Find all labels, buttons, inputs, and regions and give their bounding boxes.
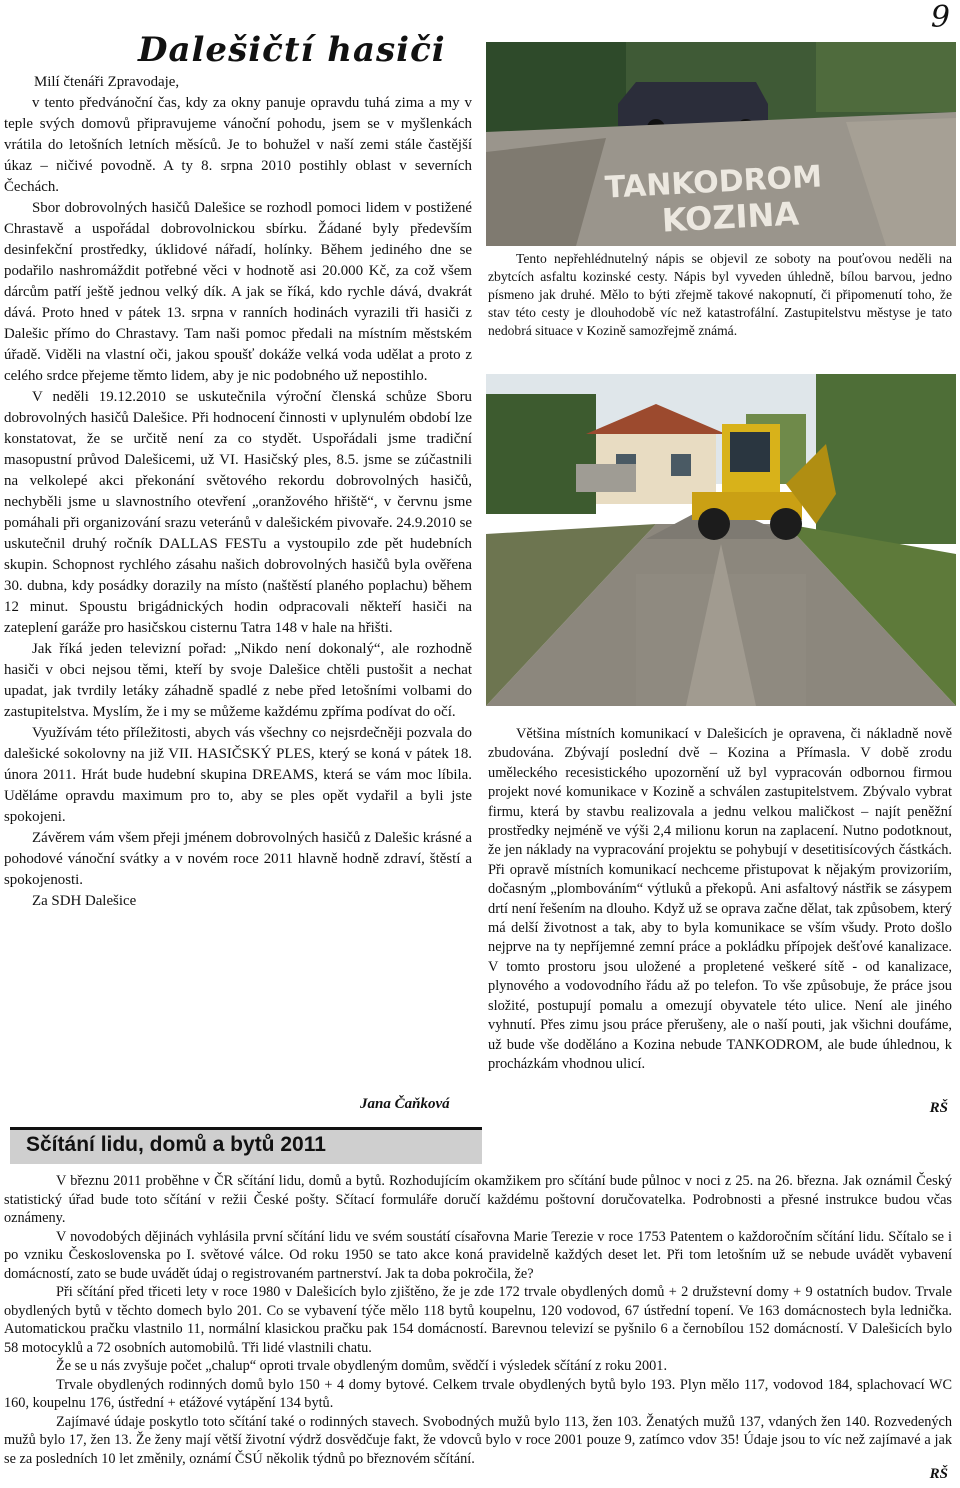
author-initials: RŠ <box>929 1466 948 1482</box>
page-number: 9 <box>930 0 950 35</box>
article-author: Jana Čaňková <box>360 1096 450 1112</box>
painted-text-line2: KOZINA <box>660 194 800 240</box>
article-signature: Za SDH Dalešice <box>32 893 137 909</box>
census-paragraph: Trvale obydlených rodinných domů bylo 150 + 4 domy bytové. Celkem trvale obydlených bytů bylo 193. Plyn mělo 117, vodovod 184, splachovací WC 160, koupelnu 176, ústřední + etážové vytápění 134 bytů. <box>4 1376 952 1411</box>
article-body <box>4 72 472 912</box>
salutation: Milí čtenáři Zpravodaje, <box>34 74 180 90</box>
section-heading: Sčítání lidu, domů a bytů 2011 <box>26 1133 326 1156</box>
photo-tankodrom-sign <box>486 42 956 246</box>
caption-text: Tento nepřehlédnutelný nápis se objevil ze soboty na pouťovou neděli na zbytcích asfaltu kozinské cesty. Nápis byl vyveden úhledně, bílou barvou, jedno písmeno jak druhé. Mělo to býti zřejmě takové nakopnutí, či připomenutí toho, že stav této cesty je dlouhodobě víc než katastrofální. Zastupitelstvu městyse je tato nedobrá situace v Kozině samozřejmě známá. <box>488 251 952 338</box>
article-title: Dalešičtí hasiči <box>138 30 446 70</box>
census-body <box>4 1172 952 1468</box>
article-paragraph: Využívám této příležitosti, abych vás všechny co nejsrdečněji pozvala do dalešické sokolovny na již VII. HASIČSKÝ PLES, který se koná v pátek 18. února 2011. Hrát bude hudební skupina DREAMS, která se vám moc líbila. Uděláme opravdu maximum pro to, aby se ples opět vydařil a byli jste spokojeni. <box>4 725 472 825</box>
census-paragraph: Při sčítání před třiceti lety v roce 1980 v Dalešicích bylo zjištěno, že je zde 172 trvale obydlených domů + 2 družstevní domy + 9 ostatních budov. Trvale obydlených bytů v těchto domech bylo 201. Co se vybavení týče mělo 118 bytů koupelnu, 120 vodovod, 67 ústřední topení. Ve 163 domácnostech byla lednička. Automatickou pračku vlastnilo 11, normální klasickou pračku pak 154 domácností. Barevnou televizí se pyšnilo 6 a černobílou 152 domácností. V Dalešicích bylo 58 motocyklů a 72 osobních automobilů. Tři lidé vlastnili chatu. <box>4 1284 952 1356</box>
census-paragraph: V březnu 2011 proběhne v ČR sčítání lidu, domů a bytů. Rozhodujícím okamžikem pro sčítání bude půlnoc v noci z 25. na 26. března. Jak oznámil Český statistický úřad bude toto sčítání v režii České pošty. Sčítací formuláře doručí každému poštovní doručovatelka. Podrobnosti a přesné instrukce budou včas oznámeny. <box>4 1173 952 1226</box>
article-paragraph: Jak říká jeden televizní pořad: „Nikdo není dokonalý“, ale rozhodně hasiči v obci nejsou těmi, kteří by svoje Dalešice chtěli pustošit a nechat upadat, jak tvrdily letáky záhadně spadlé z nebe před letošními volbami do zastupitelstva. Myslím, že i my se můžeme každému zpříma podívat do očí. <box>4 641 472 720</box>
article-paragraph: V neděli 19.12.2010 se uskutečnila výroční členská schůze Sboru dobrovolných hasičů Dalešice. Při hodnocení činnosti v uplynulém období lze konstatovat, že se určitě není za co stydět. Uspořádali jsme tradiční masopustní průvod Dalešicemi, už VI. Hasičský ples, 8.5. jsme se zúčastnili na velkolepé akci překonání světového rekordu dobrovolných hasičů, nechyběli jsme u slavnostního otevření „oranžového hřiště“, v červnu jsme pomáhali při organizování srazu veteránů v dalešickém pivovaře. 24.9.2010 se uskutečnil druhý ročník DALLAS FESTu a vystoupilo zde pět hudebních skupin. Schopnost rychlého zásahu našich dobrovolných hasičů byla ověřena 30. dubna, kdy posádky dorazily na místo (naštěstí planého poplachu) během 12 minut. Spoustu brigádnických hodin odpracovali někteří hasiči na zateplení garáže pro hasičskou cisternu Tatra 148 v hale na hřišti. <box>4 389 472 636</box>
photo2-caption <box>488 725 952 1074</box>
author-initials: RŠ <box>929 1100 948 1116</box>
painted-text-line1: TANKODROM <box>604 159 823 206</box>
article-paragraph: Závěrem vám všem přeji jménem dobrovolných hasičů z Dalešic krásné a pohodové vánoční svátky a v novém roce 2011 hlavně hodně zdraví, štěstí a spokojenosti. <box>4 830 472 888</box>
article-paragraph: v tento předvánoční čas, kdy za okny panuje opravdu tuhá zima a my v teple svých domovů připravujeme vánoční pohodu, jsem se v myšlenkách vrátila do letošních letních měsíců. Je to bohužel v naší zemi stále častější úkaz – ničivé povodně. A ty 8. srpna 2010 postihly oblast v severních Čechách. <box>4 95 472 195</box>
census-paragraph: Že se u nás zvyšuje počet „chalup“ oproti trvale obydleným domům, svědčí i výsledek sčítání z roku 2001. <box>56 1358 668 1374</box>
census-paragraph: Zajímavé údaje poskytlo toto sčítání také o rodinných stavech. Svobodných mužů bylo 113, žen 103. Ženatých mužů 137, vdaných žen 140. Rozvedených mužů bylo 17, žen 13. Že ženy mají větší životní výdrž dosvědčuje fakt, že vdovců bylo v roce 2001 pouze 9, zatímco vdov 35! Údaje jsou to víc než zajímavé a jak se za posledních 10 let změnily, oznámí ČSÚ několik týdnů po březnovém sčítání. <box>4 1413 952 1467</box>
census-paragraph: V novodobých dějinách vyhlásila první sčítání lidu ve svém soustátí císařovna Marie Terezie v roce 1753 Patentem o každoročním sčítání lidu. Sčítalo se i po vzniku Československa po I. světové válce. Od roku 1950 se tato akce koná pravidelně každých deset let. Při tom letošním už se nebude uvádět vybavení domácností, zato se bude uvádět údaj o registrovaném partnerství. Jak ta doba pokročila, že? <box>4 1228 952 1282</box>
article-paragraph: Sbor dobrovolných hasičů Dalešice se rozhodl pomoci lidem v postižené Chrastavě a uspořádal dobrovolnickou sbírku. Žádané byly především desinfekční prostředky, úklidové nářadí, holínky. Během jediného dne se podařilo nashromáždit potřebné věci v hodnotě asi 20.000 Kč, za což všem dárcům patří ještě jednou velký dík. A jak se říká, kdo rychle dává, dvakrát dává. Proto hned v pátek 13. srpna v ranních hodinách vyrazili tři hasiči z Dalešic přímo do Chrastavy. Tam naši pomoc předali na místním městském úřadě. Viděli na vlastní oči, jakou spoušť dokáže velká voda udělat a proto z celého srdce přejeme těmto lidem, aby je nic podobného už nepostihlo. <box>4 200 472 384</box>
photo-road-construction <box>486 374 956 706</box>
photo1-caption <box>488 250 952 340</box>
caption-text: Většina místních komunikací v Dalešicích je opravena, či nákladně nově zbudována. Zbývají poslední dvě – Kozina a Přímasla. V době zrodu uměleckého recesistického upozornění už byl vypracován odbornou firmou projekt nové komunikace v Kozině a schválen zastupitelstvem. Zbývalo vybrat firmu, která by stavbu realizovala a jednu velkou maličkost – najít peněžní prostředky nejméně ve výši 2,4 milionu korun na zaplacení. Nutno podotknout, že jen náklady na vypracování projektu se pohybují v desetitisícových částkách. Při opravě místních komunikací nechceme přistupovat k nějakým provizoriím, dočasným „plombováním“ výtluků a překopů. Ani asfaltový nástřik se zásypem drtí není řešením na dlouho. Když už se oprava začne dělat, tak způsobem, který má delší životnost a tak, aby to byla komunikace se vším všudy. Proto došlo nejprve na ty nepříjemné zemní práce a pokládku přípojek dešťové kanalizace. V tomto prostoru jsou uložené a propletené veškeré sítě - od kanalizace, plynového a vodovodního řádu až po telefon. To vše způsobuje, že práce jsou složité, postupují pomalu a omezují obyvatele této ulice. Není ale jiného vyhnutí. Přes zimu jsou práce přerušeny, ale o naší pouti, jak všichni doufáme, už bude vše doděláno a Kozina nebude TANKODROM, ale bude úhlednou, k procházkám vhodnou ulicí. <box>488 726 952 1072</box>
